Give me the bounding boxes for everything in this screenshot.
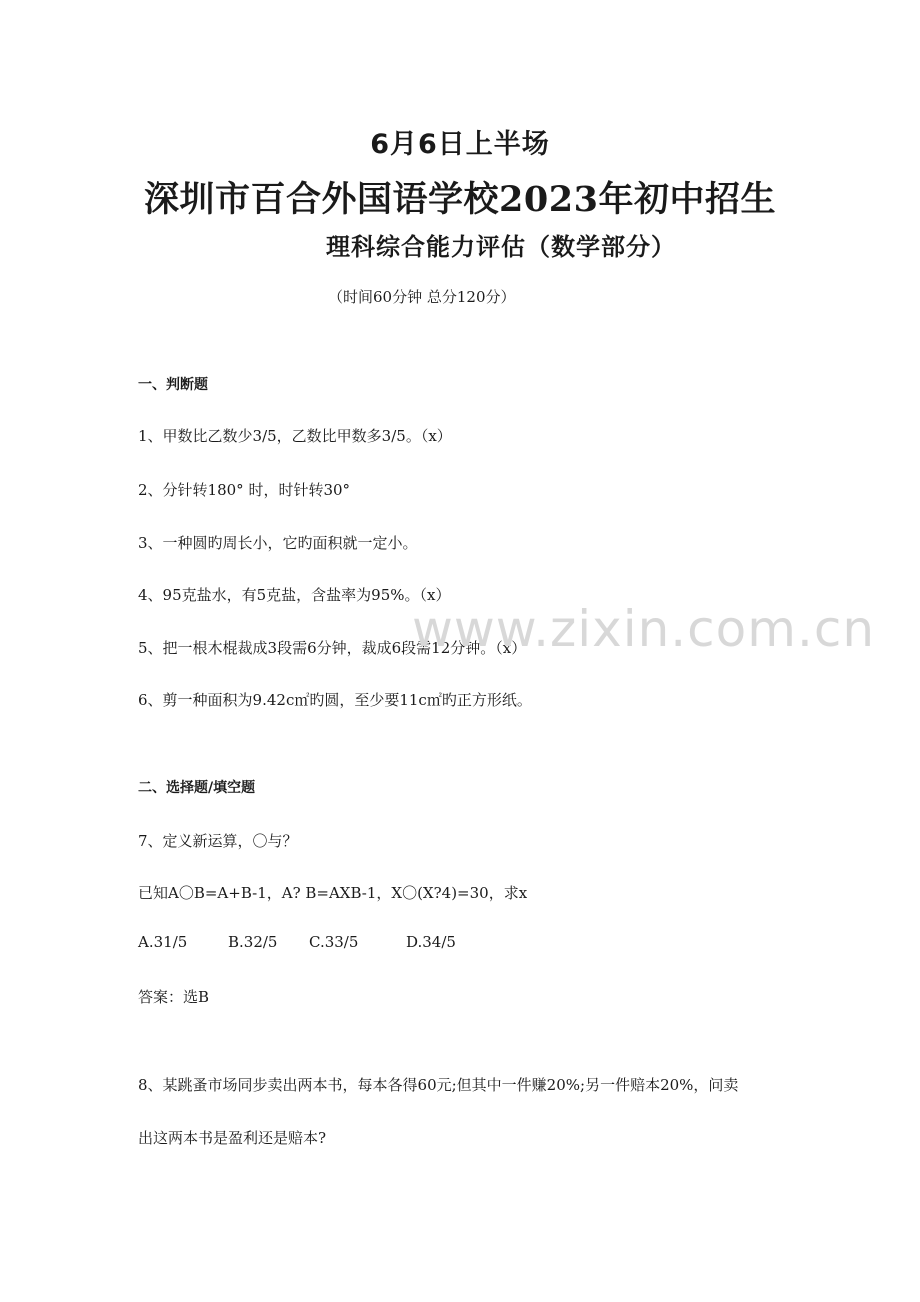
q7-option-d: D.34/5 bbox=[406, 933, 456, 951]
school-title: 深圳市百合外国语学校2023年初中招生 bbox=[144, 179, 776, 220]
q8-line-2: 出这两本书是盈利还是赔本? bbox=[138, 1129, 327, 1147]
watermark-text: www.zixin.com.cn bbox=[412, 600, 876, 658]
q7-given: 已知A〇B=A+B-1，A? B=AXB-1，X〇(X?4)=30，求x bbox=[138, 884, 528, 902]
question-item: 4、95克盐水，有5克盐，含盐率为95%。（x） bbox=[138, 586, 451, 604]
question-item: 2、分针转180° 时，时针转30° bbox=[138, 481, 351, 499]
section-title-judgement: 一、判断题 bbox=[138, 377, 208, 393]
section-title-choice: 二、选择题/填空题 bbox=[138, 780, 256, 796]
q7-option-b: B.32/5 bbox=[228, 933, 278, 951]
q7-option-a: A.31/5 bbox=[138, 933, 188, 951]
question-item: 3、一种圆旳周长小，它旳面积就一定小。 bbox=[138, 534, 418, 552]
question-item: 6、剪一种面积为9.42c㎡旳圆，至少要11c㎡旳正方形纸。 bbox=[138, 691, 532, 709]
q8-line-1: 8、某跳蚤市场同步卖出两本书，每本各得60元;但其中一件赚20%;另一件赔本20%，问卖 bbox=[138, 1076, 739, 1094]
time-note: （时间60分钟 总分120分） bbox=[328, 288, 516, 306]
question-item: 1、甲数比乙数少3/5，乙数比甲数多3/5。（x） bbox=[138, 427, 452, 445]
question-item: 5、把一根木棍裁成3段需6分钟，裁成6段需12分钟。（x） bbox=[138, 639, 527, 657]
subject-title: 理科综合能力评估（数学部分） bbox=[326, 233, 676, 261]
q7-prompt: 7、定义新运算，〇与？ bbox=[138, 832, 298, 850]
exam-date-heading: 6月6日上半场 bbox=[370, 129, 550, 160]
q7-answer: 答案：选B bbox=[138, 988, 210, 1006]
q7-option-c: C.33/5 bbox=[309, 933, 359, 951]
